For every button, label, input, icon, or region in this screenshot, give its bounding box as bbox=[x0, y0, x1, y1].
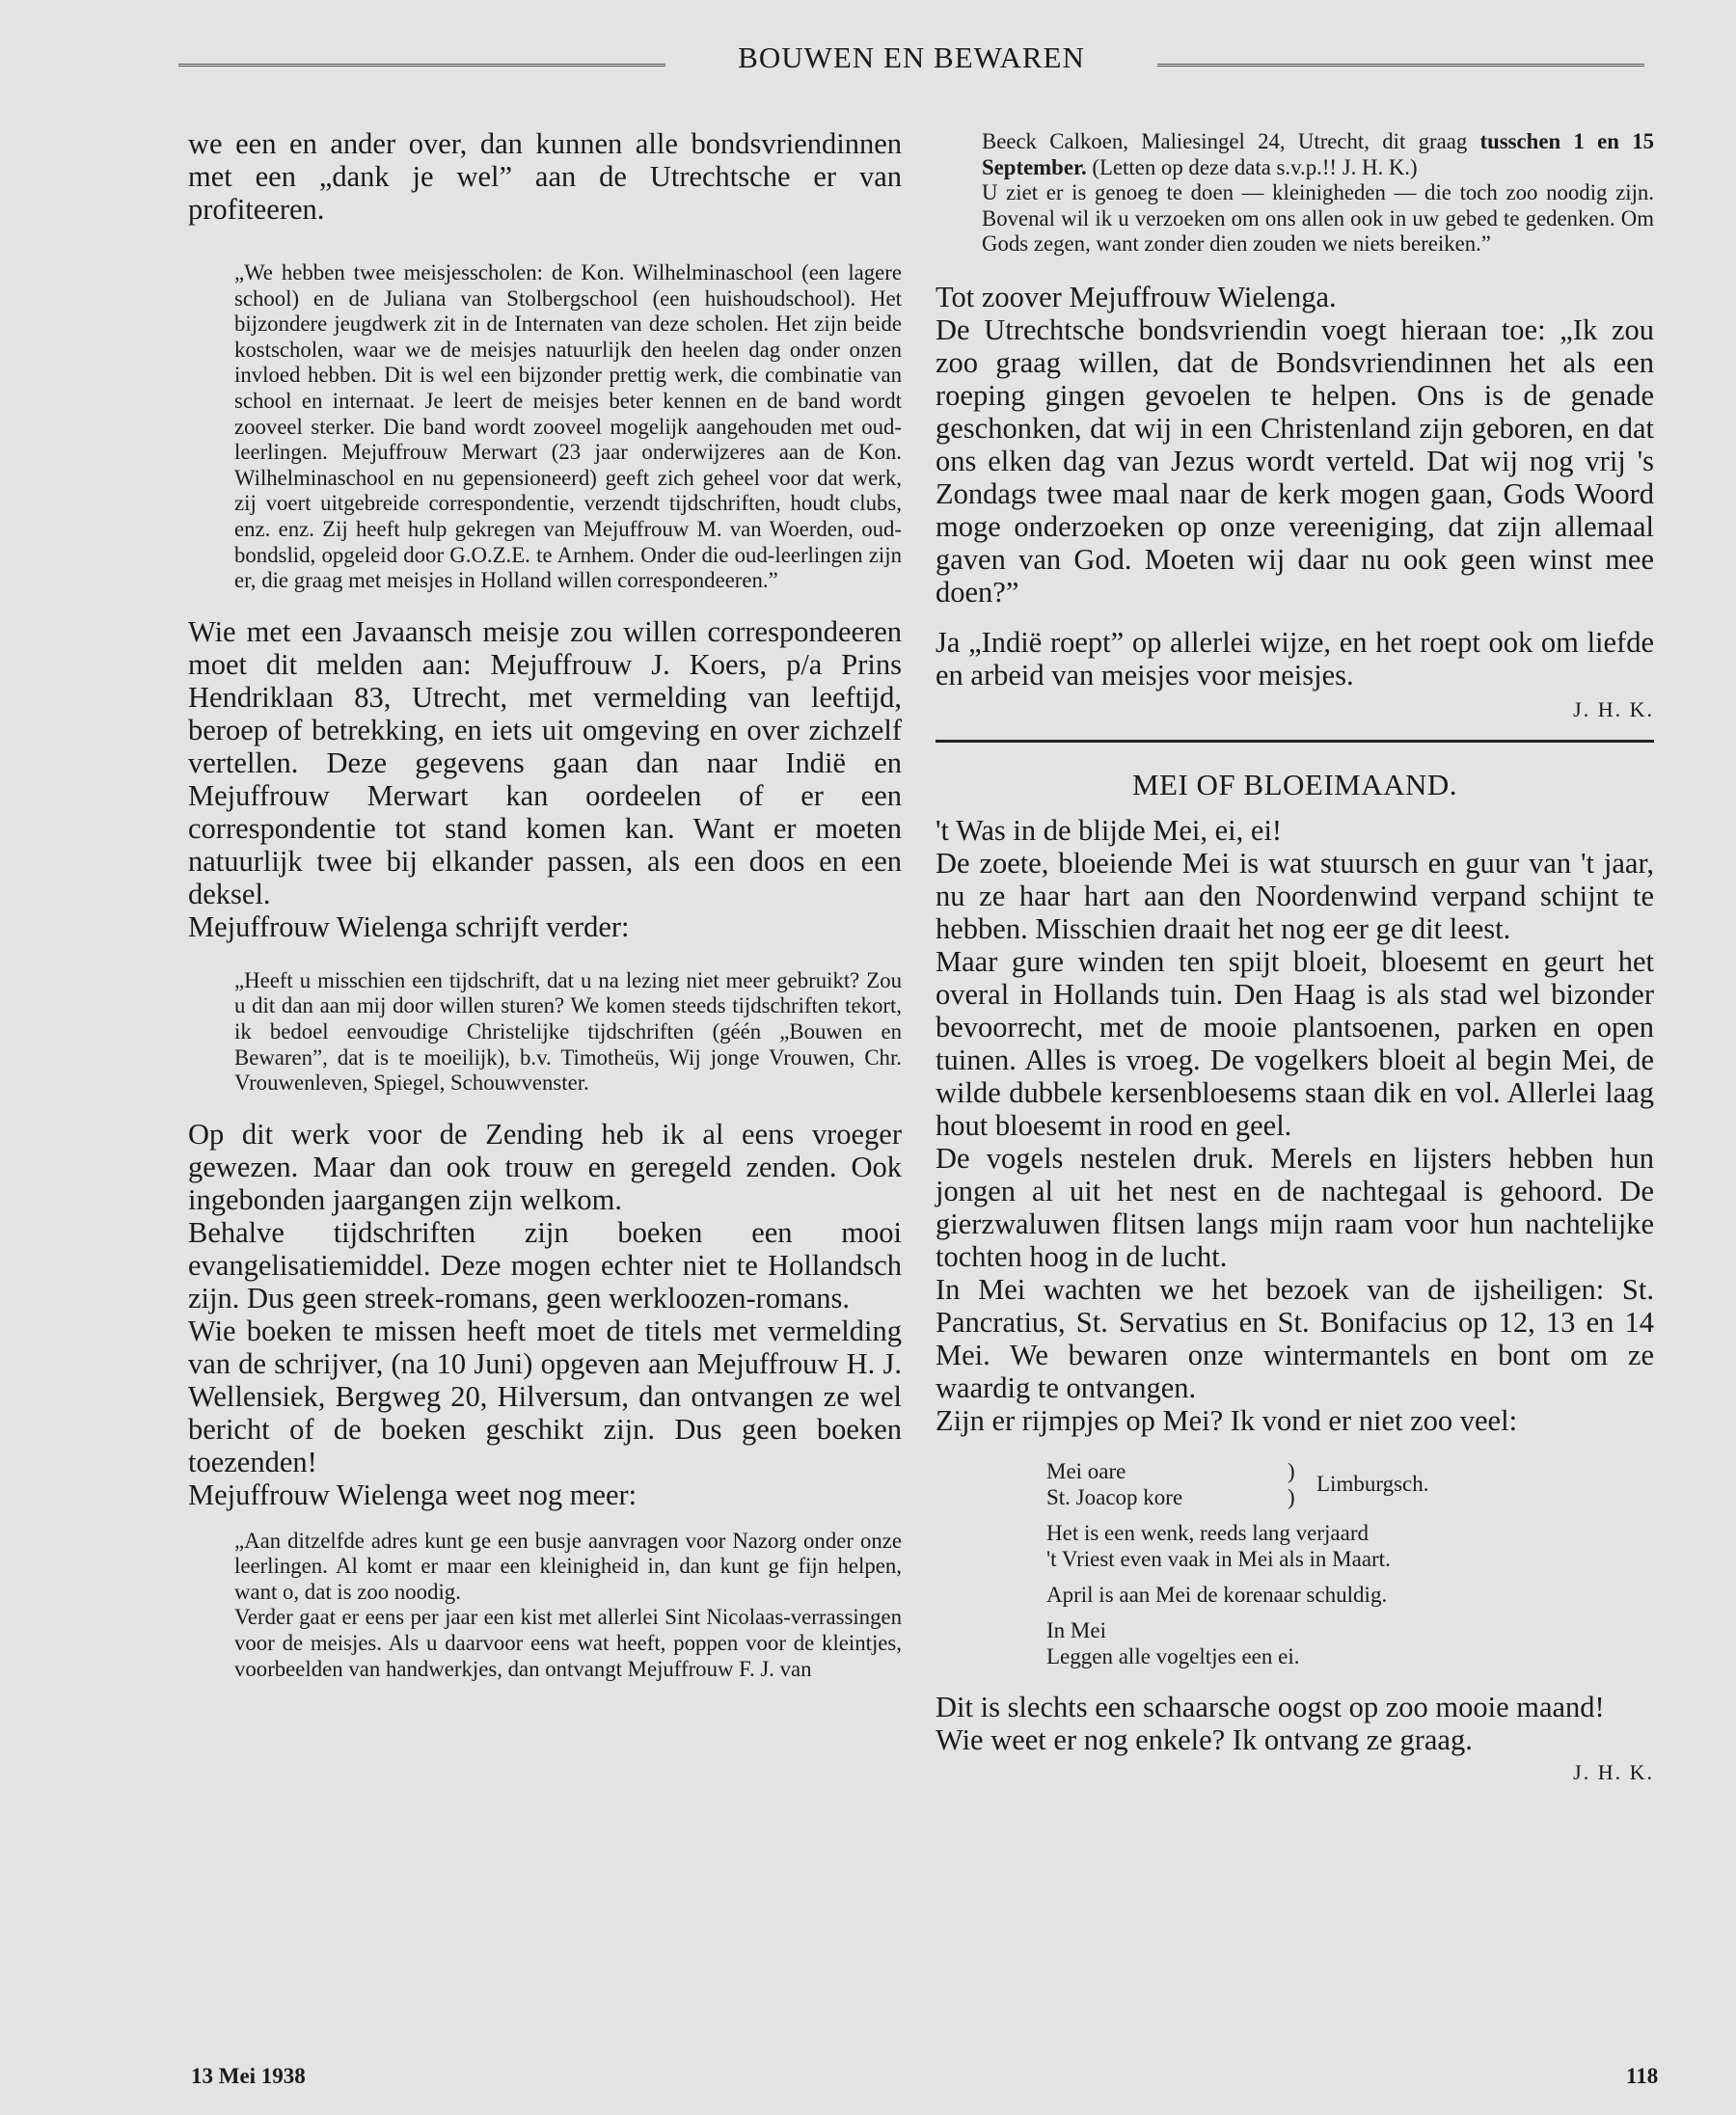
correspondence-paragraph: Wie met een Javaansch meisje zou willen correspondeeren moet dit melden aan: Mejuffrouw J. Koers, p/a Prins Hendriklaan 83, Utrecht, met vermelding van leeftijd, beroep of betrekking, en iets uit omgeving en over zichzelf vertellen. Deze gegevens gaan dan naar Indië en Mejuffrouw Merwart kan oordeelen of er een correspondentie tot stand komen kan. Want er moeten natuurlijk twee bij elkander passen, als een doos en een deksel. bbox=[188, 614, 902, 910]
quote-continuation bbox=[936, 129, 1654, 258]
quote-aftercare-part1: „Aan ditzelfde adres kunt ge een busje aanvragen voor Nazorg onder onze leerlingen. Al komt er maar een kleinigheid in, dan kunt ge fijn helpen, want o, dat is zoo noodig. bbox=[234, 1528, 902, 1604]
may-paragraph-blossom: Maar gure winden ten spijt bloeit, bloesemt en geurt het overal in Hollands tuin. Den Haag is als stad wel bizonder bevoorrecht, met de mooie plantsoenen, parken en open tuinen. Alles is vroeg. De vogelkers bloeit al begin Mei, de wilde dubbele kersenbloesems staan dik en vol. Allerlei laag hout bloesemt in rood en geel. bbox=[936, 944, 1654, 1142]
rhyme-brace bbox=[1288, 1458, 1316, 1510]
wielenga-writes-paragraph: Mejuffrouw Wielenga schrijft verder: bbox=[188, 909, 630, 943]
right-column bbox=[936, 129, 1654, 1785]
quote-address: Beeck Calkoen, Maliesingel 24, Utrecht, dit graag bbox=[982, 129, 1468, 153]
books-paragraph: Behalve tijdschriften zijn boeken een mooi evangelisatiemiddel. Deze mogen echter niet te Hollandsch zijn. Dus geen streek-romans, geen werkloozen-romans. bbox=[188, 1215, 902, 1315]
so-far-paragraph: Tot zoover Mejuffrouw Wielenga. bbox=[936, 280, 1337, 313]
quote-aftercare-part2: Verder gaat er eens per jaar een kist met allerlei Sint Nicolaas-verrassingen voor de meisjes. Als u daarvoor eens wat heeft, poppen voor de kleintjes, voorbeelden van handwerkjes, dan ontvangt Mejuffrouw F. J. van bbox=[234, 1605, 902, 1681]
may-paragraph-rhymes-intro: Zijn er rijmpjes op Mei? Ik vond er niet zoo veel: bbox=[936, 1403, 1518, 1437]
india-calls-paragraph: Ja „Indië roept” op allerlei wijze, en het roept ook om liefde en arbeid van meisjes voor meisjes. bbox=[936, 625, 1654, 691]
rhymes-block bbox=[936, 1458, 1654, 1669]
rhyme-line: 't Vriest even vaak in Mei als in Maart. bbox=[1046, 1546, 1391, 1571]
rhyme-line: Leggen alle vogeltjes een ei. bbox=[1046, 1643, 1300, 1668]
brace-bottom: ) bbox=[1288, 1484, 1295, 1509]
quote-dates-note: (Letten op deze data s.v.p.!! J. H. K.) bbox=[1092, 154, 1418, 179]
request-paragraph: Wie weet er nog enkele? Ik ontvang ze graag. bbox=[936, 1722, 1473, 1756]
signature-jhk-2: J. H. K. bbox=[1573, 1759, 1654, 1784]
brace-top: ) bbox=[1288, 1458, 1295, 1483]
left-column bbox=[188, 127, 902, 1682]
rhyme-line: April is aan Mei de korenaar schuldig. bbox=[1046, 1582, 1388, 1607]
quote-closing: U ziet er is genoeg te doen — kleinigheden — die toch zoo noodig zijn. Bovenal wil ik u verzoeken om ons allen ook in uw gebed te gedenken. Om Gods zegen, want zonder dien zouden we niets bereiken.” bbox=[982, 180, 1654, 257]
book-titles-paragraph: Wie boeken te missen heeft moet de titels met vermelding van de schrijver, (na 10 Juni) opgeven aan Mejuffrouw H. J. Wellensiek, Bergweg 20, Hilversum, dan ontvangen ze wel bericht of de boeken geschikt zijn. Dus geen boeken toezenden! bbox=[188, 1314, 902, 1478]
magazine-title: BOUWEN EN BEWAREN bbox=[738, 41, 1085, 74]
quote-schools: „We hebben twee meisjesscholen: de Kon. Wilhelminaschool (een lagere school) en de Juliana van Stolbergschool (een huishoudschool). Het bijzondere jeugdwerk zit in de Internaten van deze scholen. Het zijn beide kostscholen, waar we de meisjes natuurlijk den heelen dag onder onzen invloed hebben. Dit is wel een bijzonder prettig werk, die combinatie van school en internaat. Je leert de meisjes beter kennen en de band wordt zooveel sterker. Die band wordt zooveel mogelijk aangehouden met oud-leerlingen. Mejuffrouw Merwart (23 jaar onderwijzeres aan de Kon. Wilhelminaschool en nu gepensioneerd) geeft zich geheel voor dat werk, zij voert uitgebreide correspondentie, verzendt tijdschriften, houdt clubs, enz. enz. Zij heeft hulp gekregen van Mejuffrouw M. van Woerden, oud-bondslid, opgeleid door G.O.Z.E. te Arnhem. Onder die oud-leerlingen zijn er, die graag met meisjes in Holland willen correspondeeren.” bbox=[234, 260, 902, 593]
may-opening-line: 't Was in de blijde Mei, ei, ei! bbox=[936, 813, 1283, 847]
harvest-paragraph: Dit is slechts een schaarsche oogst op zoo mooie maand! bbox=[936, 1690, 1605, 1723]
rhyme-limburg-lines bbox=[1046, 1458, 1288, 1510]
page-number: 118 bbox=[1626, 2064, 1659, 2088]
mission-paragraph: Op dit werk voor de Zending heb ik al eens vroeger gewezen. Maar dan ook trouw en geregeld zenden. Ook ingebonden jaargangen zijn welkom. bbox=[188, 1117, 902, 1216]
signature-jhk-1: J. H. K. bbox=[1573, 696, 1654, 721]
section-heading: MEI OF BLOEIMAAND. bbox=[1131, 767, 1458, 801]
utrecht-friend-paragraph: De Utrechtsche bondsvriendin voegt hieraan toe: „Ik zou zoo graag willen, dat de Bondsvriendinnen het als een roeping gingen gevoelen te helpen. Ons is de genade geschonken, dat wij in een Christenland zijn geboren, en dat ons elken dag van Jezus wordt verteld. Dat wij nog vrij 's Zondags twee maal naar de kerk mogen gaan, Gods Woord moge onderzoeken op onze vereeniging, dat zijn allemaal gaven van God. Moeten wij daar nu ook geen winst mee doen?” bbox=[936, 312, 1654, 609]
knows-more-paragraph: Mejuffrouw Wielenga weet nog meer: bbox=[188, 1478, 637, 1511]
rhyme-limburg bbox=[1046, 1458, 1654, 1510]
header-rule-left bbox=[178, 64, 665, 67]
quote-magazines: „Heeft u misschien een tijdschrift, dat u na lezing niet meer gebruikt? Zou u dit dan aan mij door willen sturen? We komen steeds tijdschriften tekort, ik bedoel eenvoudige Christelijke tijdschriften (géén „Bouwen en Bewaren”, dat is te moeilijk), b.v. Timotheüs, Wij jonge Vrouwen, Chr. Vrouwenleven, Spiegel, Schouwvenster. bbox=[234, 967, 902, 1096]
issue-date: 13 Mei 1938 bbox=[191, 2064, 306, 2088]
quote-continuation-text bbox=[982, 129, 1654, 180]
intro-paragraph: we een en ander over, dan kunnen alle bondsvriendinnen met een „dank je wel” aan de Utrechtsche er van profiteeren. bbox=[188, 127, 902, 226]
rhyme-line: In Mei bbox=[1046, 1617, 1106, 1642]
rhyme-line: St. Joacop kore bbox=[1046, 1484, 1183, 1509]
may-paragraph-weather: De zoete, bloeiende Mei is wat stuursch en guur van 't jaar, nu ze haar hart aan den Noordenwind verpand schijnt te hebben. Misschien draait het nog eer ge dit leest. bbox=[936, 846, 1654, 945]
may-paragraph-ice-saints: In Mei wachten we het bezoek van de ijsheiligen: St. Pancratius, St. Servatius en St. Bonifacius op 12, 13 en 14 Mei. We bewaren onze wintermantels en bont om ze waardig te ontvangen. bbox=[936, 1272, 1654, 1404]
quote-dates: tusschen 1 en 15 September. bbox=[982, 129, 1654, 179]
header-rule-right bbox=[1157, 64, 1644, 67]
rhyme-dialect-label: Limburgsch. bbox=[1316, 1472, 1429, 1497]
rhyme-line: Het is een wenk, reeds lang verjaard bbox=[1046, 1520, 1369, 1545]
rhyme-line: Mei oare bbox=[1046, 1458, 1126, 1483]
quote-aftercare bbox=[188, 1529, 902, 1683]
running-header bbox=[178, 41, 1644, 79]
may-paragraph-birds: De vogels nestelen druk. Merels en lijsters hebben hun jongen al uit het nest en de nachtegaal is gehoord. De gierzwaluwen flitsen langs mijn raam voor hun nachtelijke tochten hoog in de lucht. bbox=[936, 1141, 1654, 1273]
